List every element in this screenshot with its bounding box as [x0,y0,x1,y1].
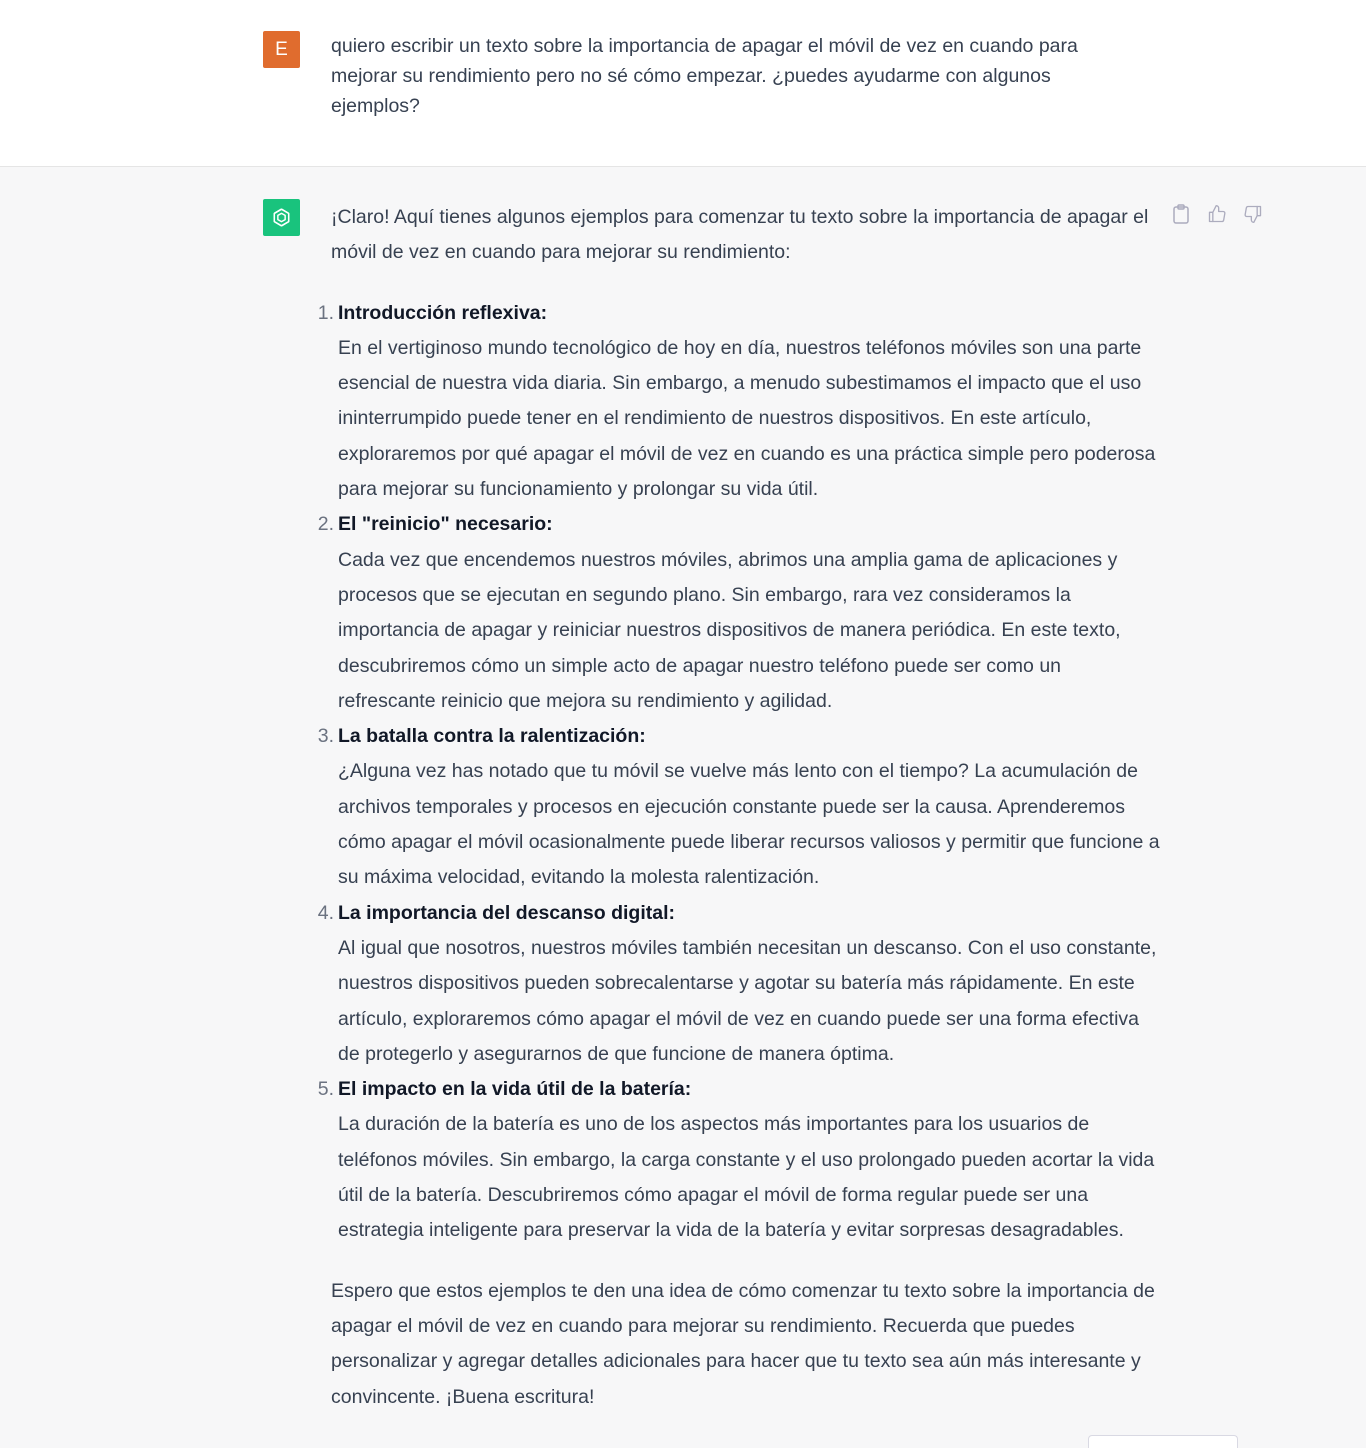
user-message-text: quiero escribir un texto sobre la importancia de apagar el móvil de vez en cuando para mejorar su rendimiento pero no sé cómo empezar. ¿puedes ayudarme con algunos ejemplos? [331,35,1078,117]
dislike-button[interactable] [1242,203,1264,225]
list-item-number: 3. [317,725,334,748]
list-item [317,719,1161,895]
list-item-number: 2. [317,513,334,536]
list-item-title: Introducción reflexiva: [338,301,548,324]
list-item-title: El impacto en la vida útil de la batería: [338,1078,692,1101]
thumbs-up-icon [1207,204,1227,224]
list-item-body: Cada vez que encendemos nuestros móviles, abrimos una amplia gama de aplicaciones y procesos que se ejecutan en segundo plano. Sin embargo, rara vez consideramos la importancia de apagar y reiniciar nuestros dispositivos de manera periódica. En este texto, descubriremos cómo un simple acto de apagar nuestro teléfono puede ser como un refrescante reinicio que mejora su rendimiento y agilidad. [338,548,1121,712]
message-actions [1170,203,1264,225]
list-item-body: La duración de la batería es uno de los aspectos más importantes para los usuarios de teléfonos móviles. Sin embargo, la carga constante y el uso prolongado pueden acortar la vida útil de la batería. Descubriremos cómo apagar el móvil de forma regular puede ser una estrategia inteligente para preservar la vida de la batería y evitar sorpresas desagradables. [338,1113,1155,1242]
like-button[interactable] [1206,203,1228,225]
list-item-title: El "reinicio" necesario: [338,513,553,536]
thumbs-down-icon [1243,204,1263,224]
list-item-body: En el vertiginoso mundo tecnológico de hoy en día, nuestros teléfonos móviles son una parte esencial de nuestra vida diaria. Sin embargo, a menudo subestimamos el impacto que el uso ininterrumpido puede tener en el rendimiento de nuestros dispositivos. En este artículo, exploraremos por qué apagar el móvil de vez en cuando es una práctica simple pero poderosa para mejorar su funcionamiento y prolongar su vida útil. [338,336,1156,501]
list-item-body: ¿Alguna vez has notado que tu móvil se vuelve más lento con el tiempo? La acumulación de archivos temporales y procesos en ejecución constante puede ser la causa. Aprenderemos cómo apagar el móvil ocasionalmente puede liberar recursos valiosos y permitir que funcione a su máxima velocidad, evitando la molesta ralentización. [338,760,1160,889]
list-item [317,507,1161,719]
list-item [317,296,1161,508]
list-item-number: 5. [317,1078,334,1101]
list-item-body: Al igual que nosotros, nuestros móviles también necesitan un descanso. Con el uso constante, nuestros dispositivos pueden sobrecalentarse y agotar su batería más rápidamente. En este artículo, exploraremos cómo apagar el móvil de vez en cuando puede ser una forma efectiva de protegerlo y asegurarnos de que funcione de manera óptima. [338,936,1157,1065]
assistant-intro: ¡Claro! Aquí tienes algunos ejemplos para comenzar tu texto sobre la importancia de apagar el móvil de vez en cuando para mejorar su rendimiento: [331,206,1149,264]
list-item-number: 4. [317,901,334,924]
list-item [317,896,1161,1072]
user-message-row [0,0,1366,167]
list-item-number: 1. [317,301,334,324]
assistant-message-content [317,200,1161,1415]
assistant-outro: Espero que estos ejemplos te den una idea de cómo comenzar tu texto sobre la importancia de apagar el móvil de vez en cuando para mejorar su rendimiento. Recuerda que puedes personalizar y agregar detalles adicionales para hacer que tu texto sea aún más interesante y convincente. ¡Buena escritura! [331,1279,1155,1408]
user-avatar: E [263,31,300,68]
examples-list [317,296,1161,1249]
assistant-avatar [263,199,300,236]
assistant-message-row [0,167,1366,1442]
list-item-title: La importancia del descanso digital: [338,901,675,924]
openai-logo-icon [269,205,294,230]
list-item-title: La batalla contra la ralentización: [338,725,646,748]
clipboard-icon [1172,204,1190,224]
list-item [317,1072,1161,1248]
copy-button[interactable] [1170,203,1192,225]
